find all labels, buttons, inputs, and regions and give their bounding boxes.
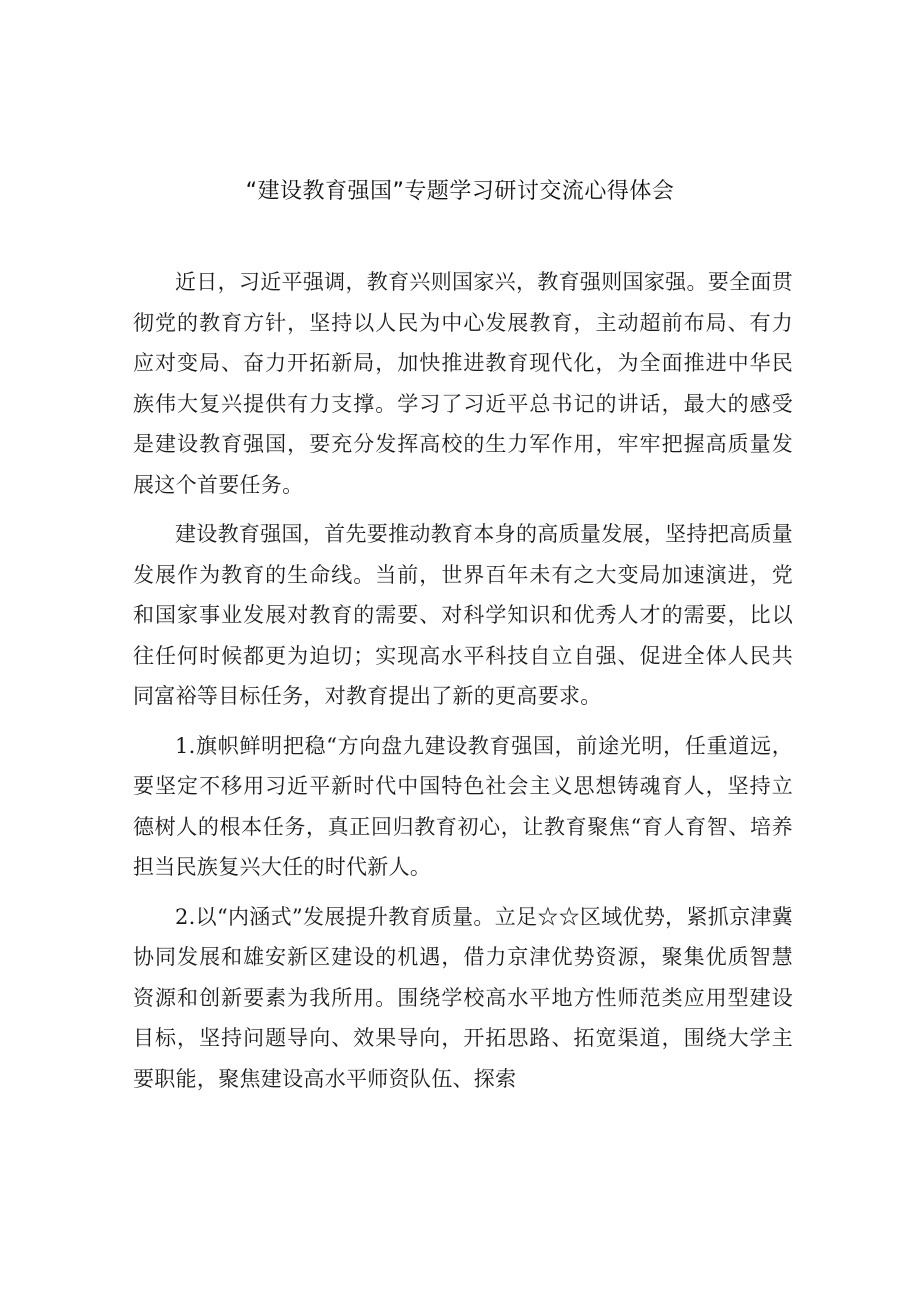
document-title: “建设教育强国”专题学习研讨交流心得体会 [245,179,675,204]
document-body [133,262,793,1108]
paragraph-intro: 近日，习近平强调，教育兴则国家兴，教育强则国家强。要全面贯彻党的教育方针，坚持以人民为中心发展教育，主动超前布局、有力应对变局、奋力开拓新局，加快推进教育现代化，为全面推进中华民族伟大复兴提供有力支撑。学习了习近平总书记的讲话，最大的感受是建设教育强国，要充分发挥高校的生力军作用，牢牢把握高质量发展这个首要任务。 [133,270,793,497]
paragraph-point-2: 2.以“内涵式”发展提升教育质量。立足☆☆区域优势，紧抓京津冀协同发展和雄安新区建设的机遇，借力京津优势资源，聚集优质智慧资源和创新要素为我所用。围绕学校高水平地方性师范类应用型建设目标，坚持问题导向、效果导向，开拓思路、拓宽渠道，围绕大学主要职能，聚焦建设高水平师资队伍、探索 [133,904,793,1091]
paragraph-point-1: 1.旗帜鲜明把稳“方向盘九建设教育强国，前途光明，任重道远，要坚定不移用习近平新时代中国特色社会主义思想铸魂育人，坚持立德树人的根本任务，真正回归教育初心，让教育聚焦“育人育智、培养担当民族复兴大任的时代新人。 [133,733,793,879]
paragraph-high-quality: 建设教育强国，首先要推动教育本身的高质量发展，坚持把高质量发展作为教育的生命线。当前，世界百年未有之大变局加速演进，党和国家事业发展对教育的需要、对科学知识和优秀人才的需要，比以往任何时候都更为迫切；实现高水平科技自立自强、促进全体人民共同富裕等目标任务，对教育提出了新的更高要求。 [133,522,793,708]
